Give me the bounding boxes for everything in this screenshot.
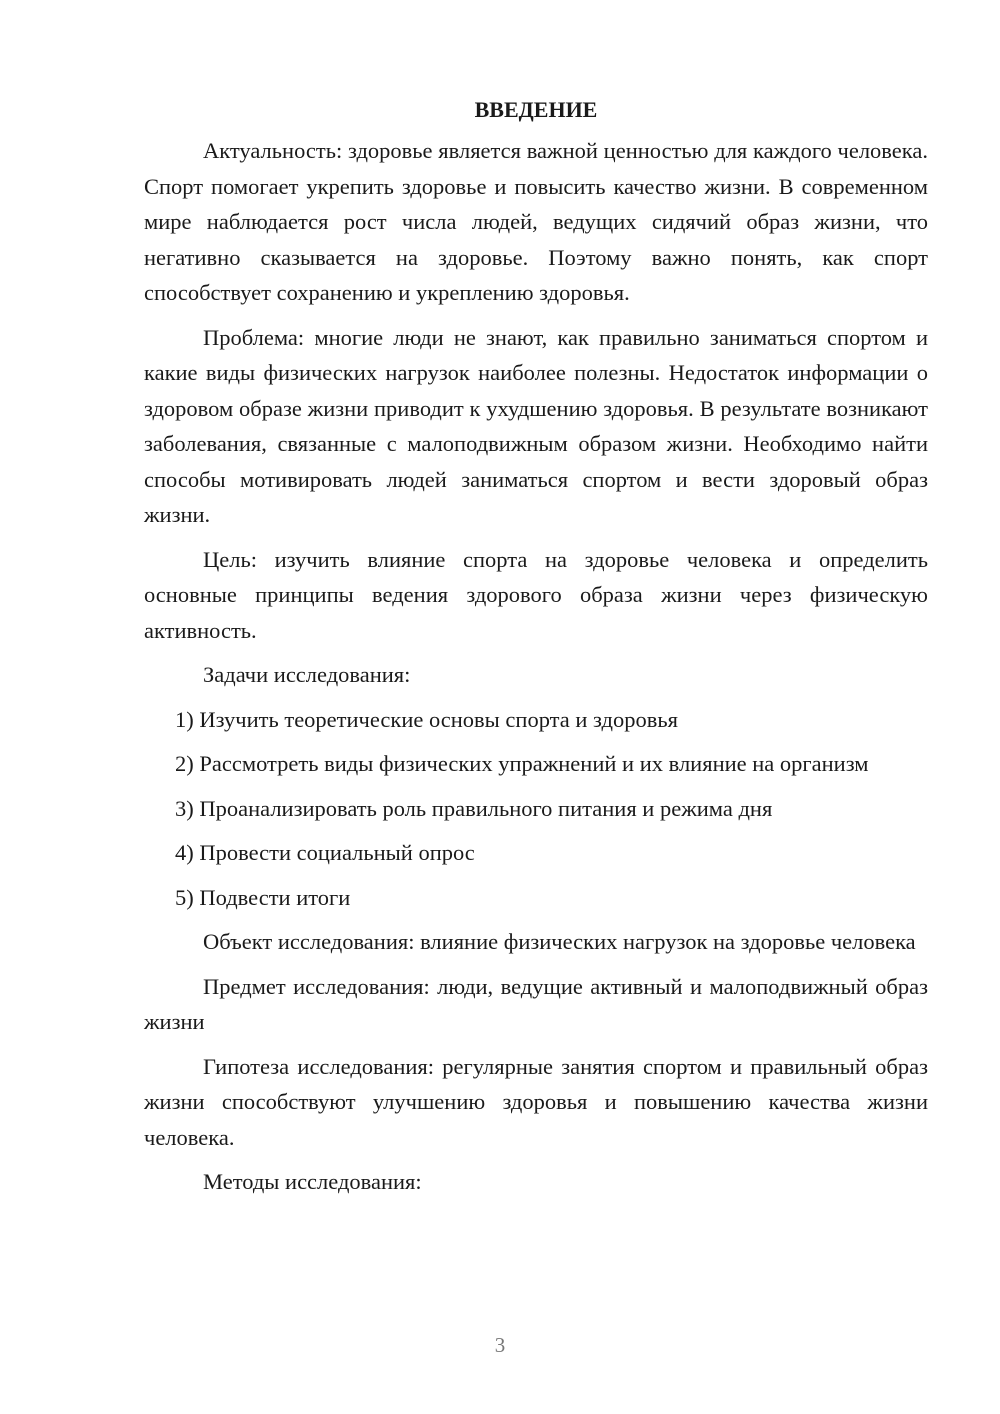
paragraph-goal: Цель: изучить влияние спорта на здоровье человека и определить основные принципы ведения здорового образа жизни через физическую активность. (144, 546, 928, 643)
task-item-2: 2) Рассмотреть виды физических упражнений и их влияние на организм (175, 751, 869, 776)
page-content (144, 92, 928, 1209)
paragraph-object: Объект исследования: влияние физических нагрузок на здоровье человека (203, 929, 916, 954)
task-item-1: 1) Изучить теоретические основы спорта и здоровья (175, 706, 678, 732)
paragraph-problem: Проблема: многие люди не знают, как правильно заниматься спортом и какие виды физических нагрузок наиболее полезны. Недостаток информации о здоровом образе жизни приводит к ухудшению здоровья. В результате возникают заболевания, связанные с малоподвижным образом жизни. Необходимо найти способы мотивировать людей заниматься спортом и вести здоровый образ жизни. (144, 324, 928, 527)
paragraph-relevance: Актуальность: здоровье является важной ценностью для каждого человека. Спорт помогает укрепить здоровье и повысить качество жизни. В современном мире наблюдается рост числа людей, ведущих сидячий образ жизни, что негативно сказывается на здоровье. Поэтому важно понять, как спорт способствует сохранению и укреплению здоровья. (144, 138, 928, 305)
task-item-3: 3) Проанализировать роль правильного питания и режима дня (175, 795, 773, 821)
task-item-4: 4) Провести социальный опрос (175, 840, 475, 865)
paragraph-tasks-title: Задачи исследования: (203, 662, 411, 687)
paragraph-methods-title: Методы исследования: (203, 1169, 422, 1194)
page-number: 3 (494, 1333, 506, 1357)
task-item-5: 5) Подвести итоги (175, 884, 351, 910)
paragraph-subject: Предмет исследования: люди, ведущие активный и малоподвижный образ жизни (144, 973, 928, 1034)
paragraph-hypothesis: Гипотеза исследования: регулярные занятия спортом и правильный образ жизни способствуют улучшению здоровья и повышению качества жизни человека. (144, 1053, 928, 1150)
section-heading: ВВЕДЕНИЕ (474, 97, 598, 122)
